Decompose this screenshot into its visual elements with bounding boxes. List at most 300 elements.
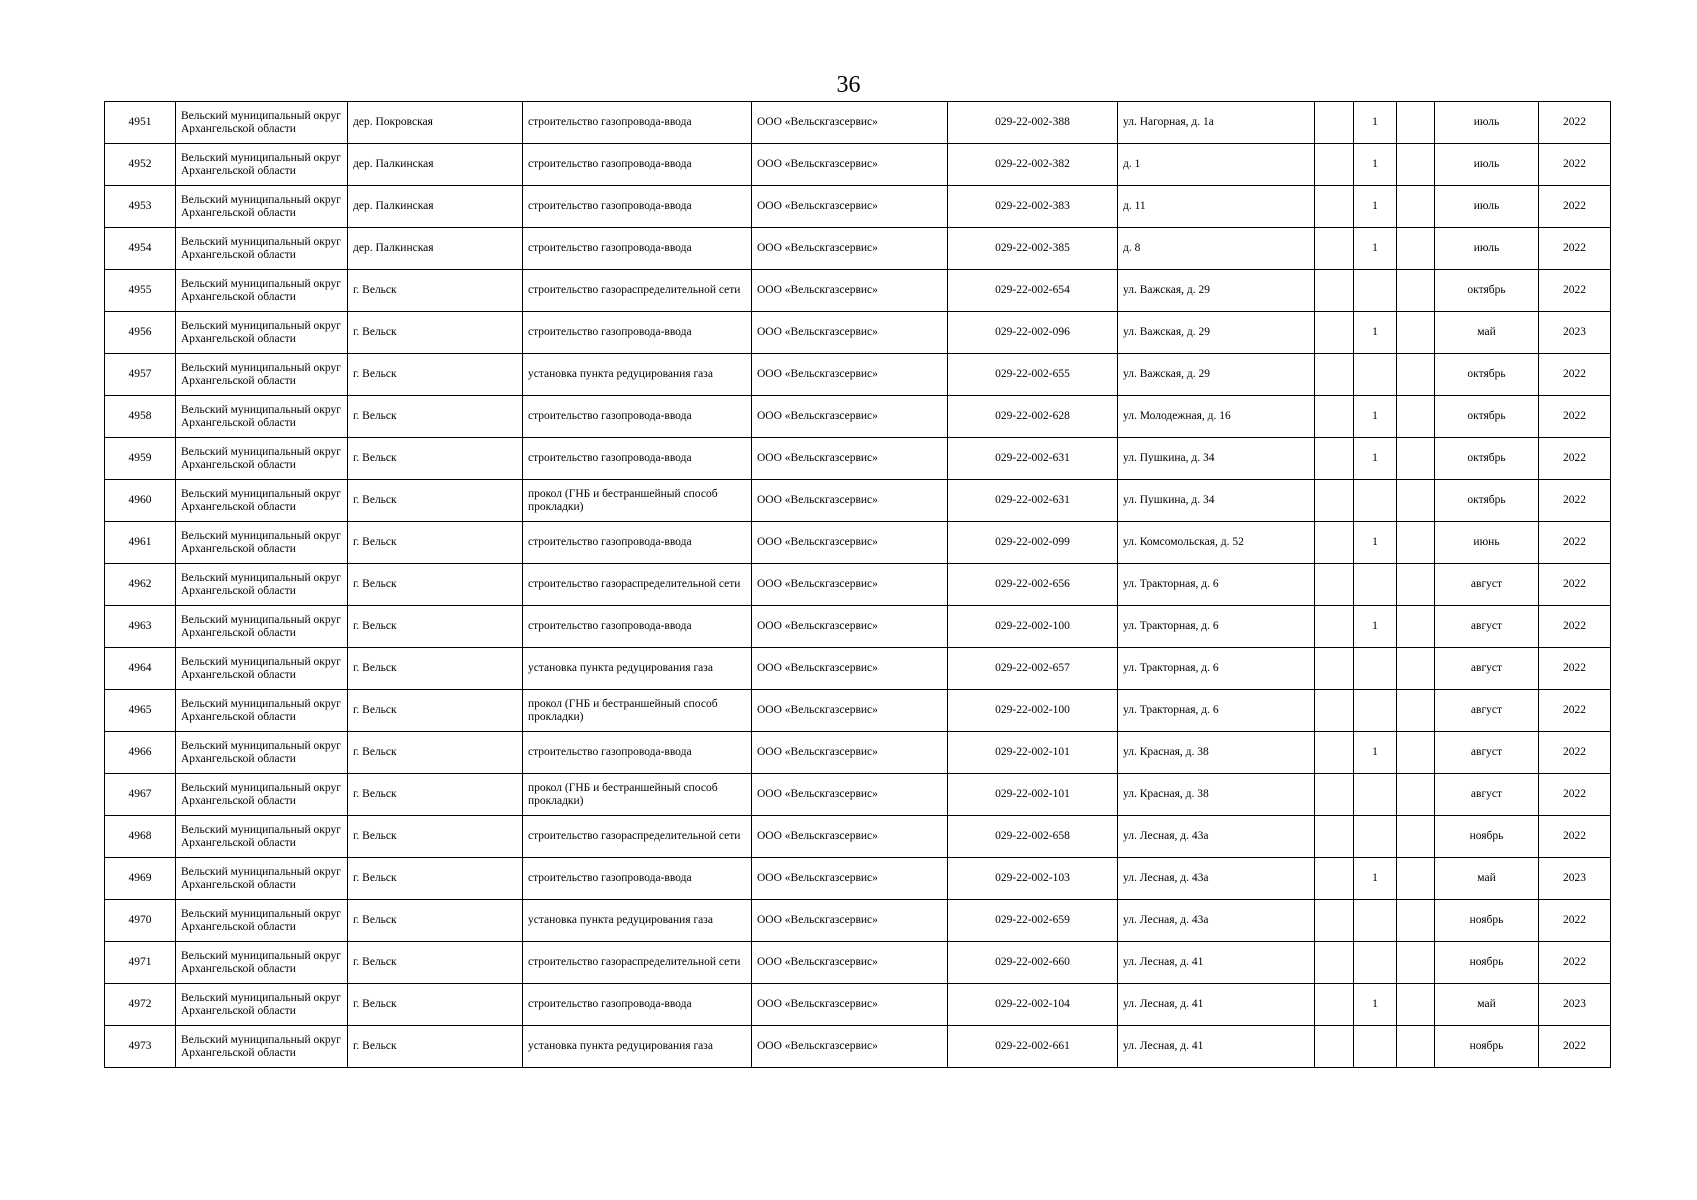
empty-cell xyxy=(1315,690,1354,732)
work-type-cell: строительство газопровода-ввода xyxy=(523,186,752,228)
count-cell xyxy=(1354,1026,1397,1068)
district-cell: Вельский муниципальный округ Архангельской области xyxy=(176,522,348,564)
empty-cell xyxy=(1397,564,1435,606)
address-cell: ул. Лесная, д. 43а xyxy=(1118,900,1315,942)
address-cell: д. 1 xyxy=(1118,144,1315,186)
address-cell: ул. Молодежная, д. 16 xyxy=(1118,396,1315,438)
count-cell xyxy=(1354,648,1397,690)
work-type-cell: установка пункта редуцирования газа xyxy=(523,900,752,942)
table-row xyxy=(105,1026,1611,1068)
year-cell: 2022 xyxy=(1539,396,1611,438)
district-cell: Вельский муниципальный округ Архангельской области xyxy=(176,270,348,312)
empty-cell xyxy=(1397,102,1435,144)
empty-cell xyxy=(1397,144,1435,186)
row-number-cell: 4954 xyxy=(105,228,176,270)
month-cell: июль xyxy=(1435,144,1539,186)
work-type-cell: прокол (ГНБ и бестраншейный способ прокладки) xyxy=(523,690,752,732)
organization-cell: ООО «Вельскгазсервис» xyxy=(752,1026,948,1068)
work-type-cell: строительство газопровода-ввода xyxy=(523,522,752,564)
address-cell: ул. Тракторная, д. 6 xyxy=(1118,648,1315,690)
object-code-cell: 029-22-002-661 xyxy=(948,1026,1118,1068)
address-cell: д. 8 xyxy=(1118,228,1315,270)
table-row xyxy=(105,816,1611,858)
month-cell: ноябрь xyxy=(1435,816,1539,858)
address-cell: ул. Лесная, д. 41 xyxy=(1118,942,1315,984)
month-cell: август xyxy=(1435,774,1539,816)
object-code-cell: 029-22-002-656 xyxy=(948,564,1118,606)
work-type-cell: строительство газопровода-ввода xyxy=(523,228,752,270)
count-cell: 1 xyxy=(1354,732,1397,774)
row-number-cell: 4956 xyxy=(105,312,176,354)
district-cell: Вельский муниципальный округ Архангельской области xyxy=(176,102,348,144)
table-row xyxy=(105,690,1611,732)
settlement-cell: г. Вельск xyxy=(348,606,523,648)
settlement-cell: г. Вельск xyxy=(348,942,523,984)
year-cell: 2022 xyxy=(1539,144,1611,186)
year-cell: 2022 xyxy=(1539,942,1611,984)
district-cell: Вельский муниципальный округ Архангельской области xyxy=(176,1026,348,1068)
object-code-cell: 029-22-002-628 xyxy=(948,396,1118,438)
object-code-cell: 029-22-002-655 xyxy=(948,354,1118,396)
year-cell: 2022 xyxy=(1539,648,1611,690)
empty-cell xyxy=(1315,774,1354,816)
table-row xyxy=(105,480,1611,522)
settlement-cell: г. Вельск xyxy=(348,900,523,942)
empty-cell xyxy=(1397,816,1435,858)
address-cell: ул. Тракторная, д. 6 xyxy=(1118,690,1315,732)
month-cell: октябрь xyxy=(1435,396,1539,438)
count-cell xyxy=(1354,690,1397,732)
count-cell xyxy=(1354,354,1397,396)
count-cell: 1 xyxy=(1354,186,1397,228)
empty-cell xyxy=(1397,732,1435,774)
row-number-cell: 4963 xyxy=(105,606,176,648)
count-cell xyxy=(1354,942,1397,984)
empty-cell xyxy=(1315,354,1354,396)
settlement-cell: г. Вельск xyxy=(348,312,523,354)
object-code-cell: 029-22-002-385 xyxy=(948,228,1118,270)
empty-cell xyxy=(1397,396,1435,438)
year-cell: 2022 xyxy=(1539,1026,1611,1068)
organization-cell: ООО «Вельскгазсервис» xyxy=(752,816,948,858)
month-cell: октябрь xyxy=(1435,480,1539,522)
organization-cell: ООО «Вельскгазсервис» xyxy=(752,732,948,774)
row-number-cell: 4960 xyxy=(105,480,176,522)
empty-cell xyxy=(1315,1026,1354,1068)
district-cell: Вельский муниципальный округ Архангельской области xyxy=(176,564,348,606)
settlement-cell: г. Вельск xyxy=(348,396,523,438)
month-cell: август xyxy=(1435,648,1539,690)
month-cell: май xyxy=(1435,984,1539,1026)
settlement-cell: г. Вельск xyxy=(348,1026,523,1068)
address-cell: ул. Важская, д. 29 xyxy=(1118,270,1315,312)
empty-cell xyxy=(1315,312,1354,354)
year-cell: 2022 xyxy=(1539,900,1611,942)
row-number-cell: 4958 xyxy=(105,396,176,438)
table-row xyxy=(105,312,1611,354)
settlement-cell: г. Вельск xyxy=(348,732,523,774)
address-cell: ул. Пушкина, д. 34 xyxy=(1118,480,1315,522)
row-number-cell: 4957 xyxy=(105,354,176,396)
row-number-cell: 4968 xyxy=(105,816,176,858)
month-cell: октябрь xyxy=(1435,438,1539,480)
settlement-cell: г. Вельск xyxy=(348,816,523,858)
district-cell: Вельский муниципальный округ Архангельской области xyxy=(176,396,348,438)
address-cell: ул. Нагорная, д. 1а xyxy=(1118,102,1315,144)
object-code-cell: 029-22-002-631 xyxy=(948,480,1118,522)
gas-works-table xyxy=(104,101,1611,1068)
empty-cell xyxy=(1315,564,1354,606)
address-cell: ул. Лесная, д. 43а xyxy=(1118,816,1315,858)
organization-cell: ООО «Вельскгазсервис» xyxy=(752,354,948,396)
work-type-cell: установка пункта редуцирования газа xyxy=(523,1026,752,1068)
count-cell: 1 xyxy=(1354,312,1397,354)
address-cell: ул. Лесная, д. 43а xyxy=(1118,858,1315,900)
month-cell: июль xyxy=(1435,102,1539,144)
object-code-cell: 029-22-002-382 xyxy=(948,144,1118,186)
object-code-cell: 029-22-002-631 xyxy=(948,438,1118,480)
year-cell: 2022 xyxy=(1539,438,1611,480)
empty-cell xyxy=(1397,690,1435,732)
table-row xyxy=(105,732,1611,774)
table-row xyxy=(105,102,1611,144)
year-cell: 2022 xyxy=(1539,480,1611,522)
district-cell: Вельский муниципальный округ Архангельской области xyxy=(176,984,348,1026)
object-code-cell: 029-22-002-660 xyxy=(948,942,1118,984)
work-type-cell: строительство газораспределительной сети xyxy=(523,270,752,312)
work-type-cell: установка пункта редуцирования газа xyxy=(523,354,752,396)
table-row xyxy=(105,984,1611,1026)
organization-cell: ООО «Вельскгазсервис» xyxy=(752,690,948,732)
month-cell: май xyxy=(1435,312,1539,354)
count-cell: 1 xyxy=(1354,228,1397,270)
organization-cell: ООО «Вельскгазсервис» xyxy=(752,900,948,942)
year-cell: 2023 xyxy=(1539,312,1611,354)
month-cell: ноябрь xyxy=(1435,1026,1539,1068)
table-row xyxy=(105,396,1611,438)
year-cell: 2022 xyxy=(1539,606,1611,648)
organization-cell: ООО «Вельскгазсервис» xyxy=(752,858,948,900)
work-type-cell: строительство газораспределительной сети xyxy=(523,816,752,858)
district-cell: Вельский муниципальный округ Архангельской области xyxy=(176,858,348,900)
work-type-cell: строительство газопровода-ввода xyxy=(523,984,752,1026)
count-cell: 1 xyxy=(1354,984,1397,1026)
settlement-cell: г. Вельск xyxy=(348,354,523,396)
work-type-cell: строительство газопровода-ввода xyxy=(523,438,752,480)
work-type-cell: строительство газопровода-ввода xyxy=(523,732,752,774)
organization-cell: ООО «Вельскгазсервис» xyxy=(752,480,948,522)
empty-cell xyxy=(1315,102,1354,144)
month-cell: июль xyxy=(1435,228,1539,270)
year-cell: 2022 xyxy=(1539,816,1611,858)
empty-cell xyxy=(1315,480,1354,522)
row-number-cell: 4953 xyxy=(105,186,176,228)
organization-cell: ООО «Вельскгазсервис» xyxy=(752,774,948,816)
object-code-cell: 029-22-002-104 xyxy=(948,984,1118,1026)
empty-cell xyxy=(1315,900,1354,942)
address-cell: ул. Пушкина, д. 34 xyxy=(1118,438,1315,480)
settlement-cell: г. Вельск xyxy=(348,522,523,564)
settlement-cell: г. Вельск xyxy=(348,564,523,606)
year-cell: 2022 xyxy=(1539,690,1611,732)
count-cell xyxy=(1354,774,1397,816)
month-cell: октябрь xyxy=(1435,270,1539,312)
object-code-cell: 029-22-002-658 xyxy=(948,816,1118,858)
organization-cell: ООО «Вельскгазсервис» xyxy=(752,228,948,270)
empty-cell xyxy=(1315,522,1354,564)
table-row xyxy=(105,606,1611,648)
month-cell: май xyxy=(1435,858,1539,900)
count-cell: 1 xyxy=(1354,102,1397,144)
year-cell: 2022 xyxy=(1539,102,1611,144)
address-cell: ул. Важская, д. 29 xyxy=(1118,354,1315,396)
year-cell: 2022 xyxy=(1539,564,1611,606)
empty-cell xyxy=(1315,858,1354,900)
year-cell: 2022 xyxy=(1539,228,1611,270)
address-cell: д. 11 xyxy=(1118,186,1315,228)
empty-cell xyxy=(1315,438,1354,480)
month-cell: июль xyxy=(1435,186,1539,228)
empty-cell xyxy=(1397,354,1435,396)
work-type-cell: строительство газопровода-ввода xyxy=(523,144,752,186)
row-number-cell: 4971 xyxy=(105,942,176,984)
page-number: 36 xyxy=(836,72,861,98)
district-cell: Вельский муниципальный округ Архангельской области xyxy=(176,774,348,816)
row-number-cell: 4961 xyxy=(105,522,176,564)
district-cell: Вельский муниципальный округ Архангельской области xyxy=(176,228,348,270)
count-cell: 1 xyxy=(1354,144,1397,186)
row-number-cell: 4973 xyxy=(105,1026,176,1068)
district-cell: Вельский муниципальный округ Архангельской области xyxy=(176,480,348,522)
work-type-cell: установка пункта редуцирования газа xyxy=(523,648,752,690)
object-code-cell: 029-22-002-657 xyxy=(948,648,1118,690)
year-cell: 2022 xyxy=(1539,732,1611,774)
settlement-cell: дер. Покровская xyxy=(348,102,523,144)
empty-cell xyxy=(1397,228,1435,270)
empty-cell xyxy=(1315,648,1354,690)
address-cell: ул. Тракторная, д. 6 xyxy=(1118,564,1315,606)
empty-cell xyxy=(1315,396,1354,438)
settlement-cell: г. Вельск xyxy=(348,270,523,312)
settlement-cell: дер. Палкинская xyxy=(348,186,523,228)
row-number-cell: 4959 xyxy=(105,438,176,480)
object-code-cell: 029-22-002-101 xyxy=(948,774,1118,816)
table-row xyxy=(105,522,1611,564)
district-cell: Вельский муниципальный округ Архангельской области xyxy=(176,606,348,648)
empty-cell xyxy=(1397,648,1435,690)
organization-cell: ООО «Вельскгазсервис» xyxy=(752,564,948,606)
empty-cell xyxy=(1397,858,1435,900)
work-type-cell: строительство газопровода-ввода xyxy=(523,606,752,648)
month-cell: август xyxy=(1435,732,1539,774)
empty-cell xyxy=(1315,984,1354,1026)
row-number-cell: 4955 xyxy=(105,270,176,312)
address-cell: ул. Лесная, д. 41 xyxy=(1118,1026,1315,1068)
empty-cell xyxy=(1397,186,1435,228)
empty-cell xyxy=(1315,228,1354,270)
object-code-cell: 029-22-002-388 xyxy=(948,102,1118,144)
empty-cell xyxy=(1315,270,1354,312)
row-number-cell: 4952 xyxy=(105,144,176,186)
table-row xyxy=(105,900,1611,942)
organization-cell: ООО «Вельскгазсервис» xyxy=(752,186,948,228)
work-type-cell: прокол (ГНБ и бестраншейный способ прокладки) xyxy=(523,480,752,522)
settlement-cell: г. Вельск xyxy=(348,690,523,732)
table-row xyxy=(105,648,1611,690)
count-cell xyxy=(1354,816,1397,858)
table-row xyxy=(105,858,1611,900)
row-number-cell: 4969 xyxy=(105,858,176,900)
organization-cell: ООО «Вельскгазсервис» xyxy=(752,144,948,186)
count-cell: 1 xyxy=(1354,606,1397,648)
object-code-cell: 029-22-002-654 xyxy=(948,270,1118,312)
table-body xyxy=(105,102,1611,1068)
row-number-cell: 4962 xyxy=(105,564,176,606)
organization-cell: ООО «Вельскгазсервис» xyxy=(752,942,948,984)
table-row xyxy=(105,270,1611,312)
organization-cell: ООО «Вельскгазсервис» xyxy=(752,270,948,312)
empty-cell xyxy=(1397,774,1435,816)
object-code-cell: 029-22-002-100 xyxy=(948,606,1118,648)
settlement-cell: г. Вельск xyxy=(348,774,523,816)
address-cell: ул. Важская, д. 29 xyxy=(1118,312,1315,354)
year-cell: 2022 xyxy=(1539,774,1611,816)
work-type-cell: строительство газопровода-ввода xyxy=(523,102,752,144)
address-cell: ул. Комсомольская, д. 52 xyxy=(1118,522,1315,564)
empty-cell xyxy=(1397,606,1435,648)
month-cell: ноябрь xyxy=(1435,900,1539,942)
district-cell: Вельский муниципальный округ Архангельской области xyxy=(176,186,348,228)
empty-cell xyxy=(1397,1026,1435,1068)
row-number-cell: 4965 xyxy=(105,690,176,732)
empty-cell xyxy=(1397,984,1435,1026)
row-number-cell: 4951 xyxy=(105,102,176,144)
address-cell: ул. Красная, д. 38 xyxy=(1118,774,1315,816)
count-cell: 1 xyxy=(1354,858,1397,900)
address-cell: ул. Лесная, д. 41 xyxy=(1118,984,1315,1026)
address-cell: ул. Тракторная, д. 6 xyxy=(1118,606,1315,648)
month-cell: октябрь xyxy=(1435,354,1539,396)
empty-cell xyxy=(1315,606,1354,648)
empty-cell xyxy=(1397,900,1435,942)
object-code-cell: 029-22-002-659 xyxy=(948,900,1118,942)
year-cell: 2022 xyxy=(1539,186,1611,228)
count-cell xyxy=(1354,270,1397,312)
month-cell: август xyxy=(1435,606,1539,648)
work-type-cell: строительство газораспределительной сети xyxy=(523,942,752,984)
month-cell: ноябрь xyxy=(1435,942,1539,984)
district-cell: Вельский муниципальный округ Архангельской области xyxy=(176,690,348,732)
empty-cell xyxy=(1315,144,1354,186)
count-cell: 1 xyxy=(1354,522,1397,564)
organization-cell: ООО «Вельскгазсервис» xyxy=(752,396,948,438)
count-cell xyxy=(1354,564,1397,606)
settlement-cell: г. Вельск xyxy=(348,438,523,480)
district-cell: Вельский муниципальный округ Архангельской области xyxy=(176,312,348,354)
settlement-cell: г. Вельск xyxy=(348,480,523,522)
work-type-cell: строительство газопровода-ввода xyxy=(523,396,752,438)
settlement-cell: г. Вельск xyxy=(348,648,523,690)
empty-cell xyxy=(1397,942,1435,984)
object-code-cell: 029-22-002-101 xyxy=(948,732,1118,774)
table-row xyxy=(105,186,1611,228)
month-cell: июнь xyxy=(1435,522,1539,564)
table-row xyxy=(105,564,1611,606)
object-code-cell: 029-22-002-100 xyxy=(948,690,1118,732)
empty-cell xyxy=(1315,186,1354,228)
address-cell: ул. Красная, д. 38 xyxy=(1118,732,1315,774)
organization-cell: ООО «Вельскгазсервис» xyxy=(752,522,948,564)
row-number-cell: 4967 xyxy=(105,774,176,816)
organization-cell: ООО «Вельскгазсервис» xyxy=(752,648,948,690)
organization-cell: ООО «Вельскгазсервис» xyxy=(752,984,948,1026)
empty-cell xyxy=(1397,438,1435,480)
year-cell: 2022 xyxy=(1539,522,1611,564)
district-cell: Вельский муниципальный округ Архангельской области xyxy=(176,732,348,774)
month-cell: август xyxy=(1435,690,1539,732)
organization-cell: ООО «Вельскгазсервис» xyxy=(752,606,948,648)
district-cell: Вельский муниципальный округ Архангельской области xyxy=(176,438,348,480)
work-type-cell: строительство газопровода-ввода xyxy=(523,858,752,900)
work-type-cell: прокол (ГНБ и бестраншейный способ прокладки) xyxy=(523,774,752,816)
count-cell xyxy=(1354,900,1397,942)
district-cell: Вельский муниципальный округ Архангельской области xyxy=(176,354,348,396)
table-row xyxy=(105,942,1611,984)
table-row xyxy=(105,144,1611,186)
empty-cell xyxy=(1315,732,1354,774)
organization-cell: ООО «Вельскгазсервис» xyxy=(752,438,948,480)
district-cell: Вельский муниципальный округ Архангельской области xyxy=(176,942,348,984)
object-code-cell: 029-22-002-103 xyxy=(948,858,1118,900)
empty-cell xyxy=(1397,480,1435,522)
table-row xyxy=(105,774,1611,816)
work-type-cell: строительство газопровода-ввода xyxy=(523,312,752,354)
organization-cell: ООО «Вельскгазсервис» xyxy=(752,312,948,354)
row-number-cell: 4972 xyxy=(105,984,176,1026)
settlement-cell: г. Вельск xyxy=(348,984,523,1026)
district-cell: Вельский муниципальный округ Архангельской области xyxy=(176,900,348,942)
table-row xyxy=(105,228,1611,270)
district-cell: Вельский муниципальный округ Архангельской области xyxy=(176,816,348,858)
district-cell: Вельский муниципальный округ Архангельской области xyxy=(176,144,348,186)
year-cell: 2022 xyxy=(1539,270,1611,312)
count-cell: 1 xyxy=(1354,438,1397,480)
settlement-cell: дер. Палкинская xyxy=(348,144,523,186)
empty-cell xyxy=(1315,816,1354,858)
table-row xyxy=(105,354,1611,396)
month-cell: август xyxy=(1435,564,1539,606)
row-number-cell: 4966 xyxy=(105,732,176,774)
table-row xyxy=(105,438,1611,480)
year-cell: 2023 xyxy=(1539,858,1611,900)
settlement-cell: г. Вельск xyxy=(348,858,523,900)
empty-cell xyxy=(1397,312,1435,354)
organization-cell: ООО «Вельскгазсервис» xyxy=(752,102,948,144)
row-number-cell: 4964 xyxy=(105,648,176,690)
count-cell: 1 xyxy=(1354,396,1397,438)
empty-cell xyxy=(1315,942,1354,984)
work-type-cell: строительство газораспределительной сети xyxy=(523,564,752,606)
empty-cell xyxy=(1397,270,1435,312)
year-cell: 2022 xyxy=(1539,354,1611,396)
object-code-cell: 029-22-002-099 xyxy=(948,522,1118,564)
count-cell xyxy=(1354,480,1397,522)
object-code-cell: 029-22-002-383 xyxy=(948,186,1118,228)
district-cell: Вельский муниципальный округ Архангельской области xyxy=(176,648,348,690)
year-cell: 2023 xyxy=(1539,984,1611,1026)
empty-cell xyxy=(1397,522,1435,564)
settlement-cell: дер. Палкинская xyxy=(348,228,523,270)
